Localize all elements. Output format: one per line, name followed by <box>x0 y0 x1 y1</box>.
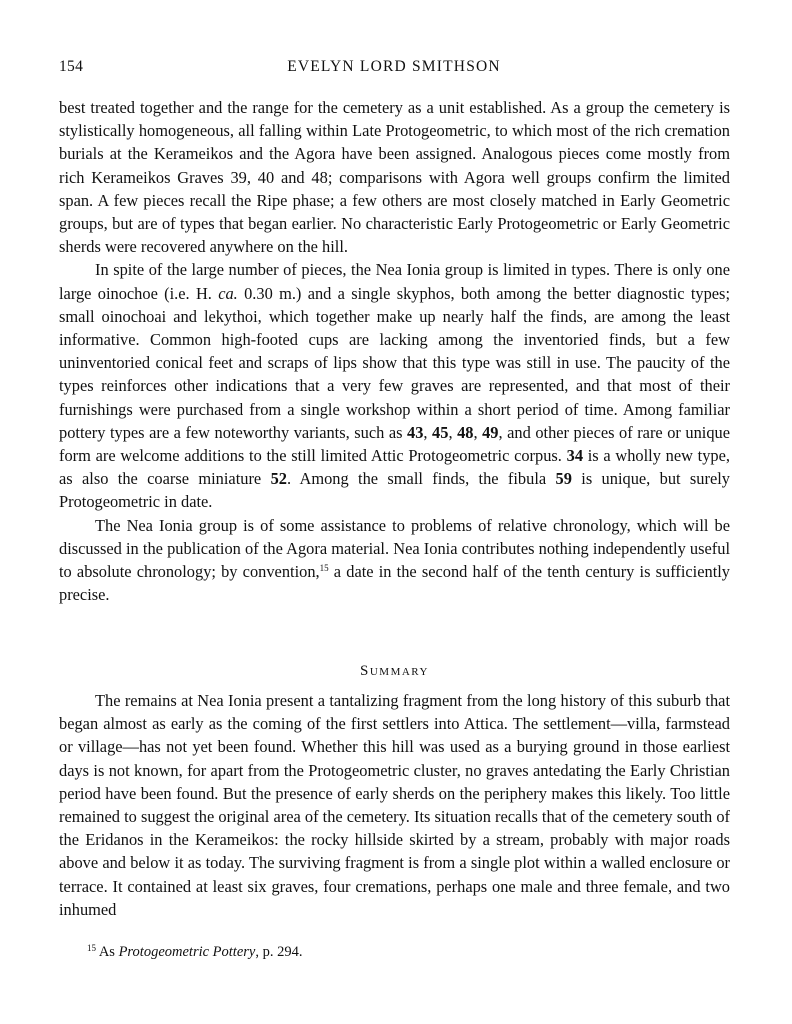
text-run: is unique, but surely Protogeometric in date. <box>59 469 730 512</box>
catalogue-number: 43 <box>407 422 424 442</box>
text-run: , <box>473 422 483 442</box>
text-run: . Among the small finds, the fibula <box>286 469 556 489</box>
catalogue-number: 49 <box>482 422 499 442</box>
paragraph-summary: The remains at Nea Ionia present a tantalizing fragment from the long history of this suburb that began almost as early as the coming of the first settlers into Attica. The settlement—villa, farmstead or village—has not yet been found. Whether this hill was used as a burying ground in those earliest days is not known, for apart from the Protogeometric cluster, no graves antedating the Early Christian period have been found. But the presence of early sherds on the periphery makes this likely. Too little remained to suggest the original area of the cemetery. Its situation recalls that of the cemetery south of the Eridanos in the Kerameikos: the rocky hillside skirted by a stream, probably with major roads above and below it as today. The surviving fragment is from a single plot within a walled enclosure or terrace. It contained at least six graves, four cremations, perhaps one male and three female, and two inhumed <box>59 691 730 919</box>
footnote-prefix: As <box>96 944 119 960</box>
paragraph-types <box>59 258 730 513</box>
footnote-suffix: , p. 294. <box>255 944 303 960</box>
catalogue-number: 45 <box>432 422 449 442</box>
section-heading-summary: Summary <box>360 663 429 679</box>
paragraph-chronology <box>59 514 730 607</box>
text-run: , <box>423 422 433 442</box>
text-run: The Nea Ionia group is of some assistance to problems of relative chronology, which will be discussed in the publication of the Agora material. Nea Ionia contributes nothing independently useful to absolute chronology; by convention, <box>59 515 730 582</box>
running-head <box>59 58 729 80</box>
footnote-cited-title: Protogeometric Pottery <box>118 944 256 960</box>
page-number: 154 <box>59 58 84 75</box>
italic-text: ca. <box>218 283 238 303</box>
running-head-title: EVELYN LORD SMITHSON <box>287 58 501 75</box>
footnote <box>87 942 727 962</box>
catalogue-number: 48 <box>457 422 474 442</box>
text-run: , and other pieces of rare or unique form are welcome additions to the still limited Attic Protogeometric corpus. <box>59 422 731 466</box>
body-text-upper <box>59 96 730 606</box>
catalogue-number: 59 <box>555 469 572 489</box>
text-run: a date in the second half of the tenth century is sufficiently precise. <box>59 562 730 605</box>
footnote-marker: 15 <box>87 943 96 953</box>
text-run: In spite of the large number of pieces, the Nea Ionia group is limited in types. There is only one large oinochoe (i.e. H. <box>59 260 730 303</box>
text-run: 0.30 m.) and a single skyphos, both among the better diagnostic types; small oinochoai and lekythoi, which together make up nearly half the finds, are among the least informative. Common high-footed cups are lacking among the inventoried finds, but a few uninventoried conical feet and scraps of lips show that this type was still in use. The paucity of the types reinforces other indications that a very few graves are represented, and that most of their furnishings were purchased from a single workshop within a short period of time. Among familiar pottery types are a few noteworthy variants, such as <box>59 283 730 442</box>
catalogue-number: 34 <box>566 446 584 466</box>
body-text-summary <box>59 689 730 921</box>
catalogue-number: 52 <box>270 469 287 489</box>
text-run: best treated together and the range for the cemetery as a unit established. As a group the cemetery is stylistically homogeneous, all falling within Late Protogeometric, to which most of the rich cremation burials at the Kerameikos and the Agora have been assigned. Analogous pieces come mostly from rich Kerameikos Graves 39, 40 and 48; comparisons with Agora well groups confirm the limited span. A few pieces recall the Ripe phase; a few others are most closely matched in Early Geometric groups, but are of types that began earlier. No characteristic Early Protogeometric or Early Geometric sherds were recovered anywhere on the hill. <box>59 98 730 257</box>
footnote-reference: 15 <box>319 563 329 574</box>
text-run: is a wholly new type, as also the coarse miniature <box>59 446 731 489</box>
paragraph-continuation <box>59 96 730 258</box>
text-run: , <box>448 422 458 442</box>
